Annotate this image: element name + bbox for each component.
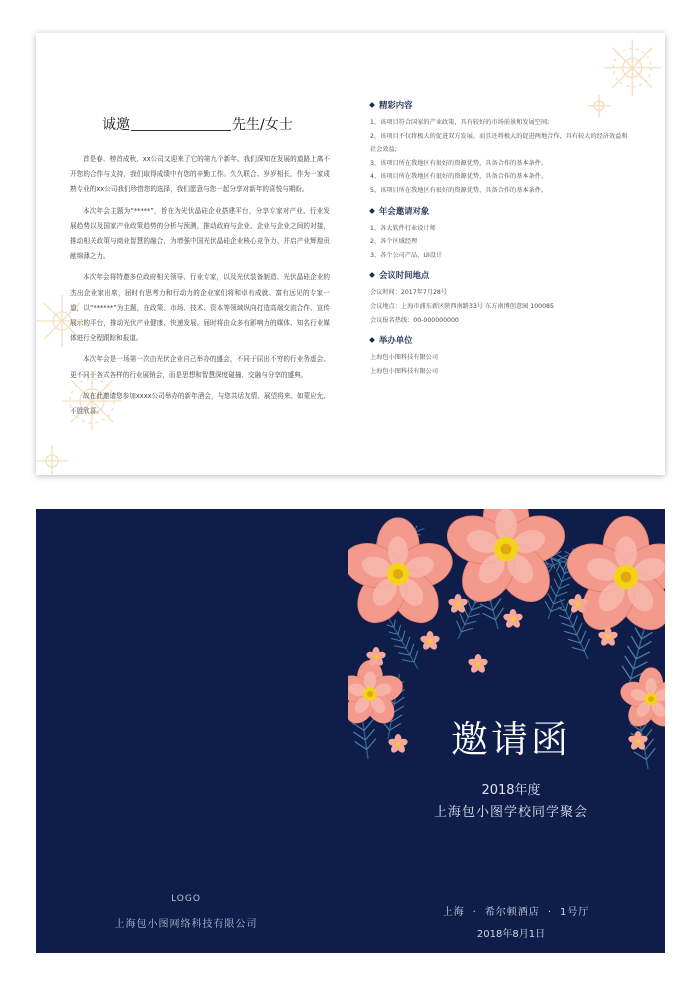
logo-text: LOGO <box>171 894 201 904</box>
section-title: 举办单位 <box>379 335 413 346</box>
cover-title: 邀请函 <box>451 718 571 761</box>
name-blank <box>131 130 231 131</box>
diamond-bullet-icon <box>369 102 375 108</box>
letter-paragraph: 故在此邀请您参加xxxx公司举办的新年酒会，与您共话友情、展望将来。如蒙应允、不胜欣喜。 <box>70 391 330 416</box>
diamond-bullet-icon <box>369 273 375 279</box>
section-item: 上海包小图科技有限公司 <box>370 367 439 375</box>
letter-paragraph: 首是春、榜首成秋，xx公司又迎来了它的第九个新年。我们深知在发展的道路上离不开您的合作与支持，我们取得成绩中有您的辛勤工作。久久联合、岁岁相长，作为一家成熟专业的xx公司我们珍惜您的选择，我们愿意与您一起分享对新年的喜悦与期盼。 <box>70 155 330 194</box>
section-item: 会议地点：上海市浦东新区陕西南路33号 东方南博创意园 100085 <box>370 302 554 310</box>
section-title: 精彩内容 <box>379 100 413 110</box>
section-item: 会议时间：2017年7月28号 <box>370 289 448 297</box>
cover-year: 2018年度 <box>481 783 541 798</box>
section-item: 1、各大软件行业设计师 <box>370 224 436 232</box>
diamond-bullet-icon <box>369 208 375 214</box>
venue-line <box>416 903 616 918</box>
greeting-prefix: 诚邀 <box>102 117 130 133</box>
diamond-bullet-icon <box>369 337 375 343</box>
company-name: 上海包小图网络科技有限公司 <box>114 919 258 930</box>
section-item: 3、各个公司产品、UI设计 <box>370 251 443 259</box>
letter-paragraph: 本次年会是一场第一次由光伏企业自己举办的盛会，不同于屈出不穷的行业务虚会、更不同于各式各样的行业展销会，而是思想和智慧深度碰撞、交融与分享的盛典。 <box>70 355 330 379</box>
greeting-suffix: 先生/女士 <box>232 117 293 133</box>
info-column <box>370 98 632 384</box>
section-title: 会议时间地点 <box>379 270 430 281</box>
venue-hotel: 希尔顿酒店 <box>484 907 540 918</box>
section-item: 会议报名热线：00-000000000 <box>370 316 459 324</box>
letter-paragraph: 本次年会主题为“*****”，旨在为光伏晶硅企业搭建平台，分享专家对产业、行业发展趋势以及国家产业政策趋势的分析与预测，推动政府与企业、企业与企业之间的对接，推动相关政策与商业智慧的融合，为增强中国光伏晶硅企业核心竞争力、并启产业辉煌贡献绵薄之力。 <box>70 206 330 261</box>
section-invitees <box>370 204 632 263</box>
venue-city: 上海 <box>442 907 465 918</box>
section-item: 上海包小图科技有限公司 <box>370 354 439 362</box>
event-date: 2018年8月1日 <box>476 929 546 940</box>
section-organizer <box>370 333 632 378</box>
letter-paragraph: 本次年会将特邀多位政府相关领导、行业专家，以及光伏装备制造、光伏晶硅企业的杰出企业家出席，届时有思考力和行动力的企业家们将和卓有成就、富有远见的专家一道，以“******”为主题，在政策、市场、技术、资本等领域纵向打造高端交流合作、宣传展示的平台，推动光伏产业健康、快速发展。届时将由众多有影响力的媒体、知名行业媒体进行全程跟踪和报道。 <box>70 273 330 343</box>
inner-pages <box>36 33 665 475</box>
section-title: 年会邀请对象 <box>379 205 430 216</box>
section-time-place <box>370 268 632 327</box>
section-item: 4、该项目所在我地区有很好的资源优势，具备合作的基本条件。 <box>370 173 548 181</box>
section-item: 1、该项目符合国家的产业政策，具有较好的市场前景和发展空间; <box>370 119 550 126</box>
section-item: 2、各个区域经理 <box>370 238 418 246</box>
venue-hall: 1号厅 <box>560 907 590 918</box>
section-item: 2、该项目不仅将极大的促进双方发展，而且还将极大的促进两地合作，具有较大的经济效益和社会效益; <box>370 132 628 154</box>
letter-body <box>70 152 330 419</box>
section-item: 3、该项目所在我地区有很好的资源优势，具备合作的基本条件。 <box>370 159 548 167</box>
greeting-line <box>102 112 330 134</box>
cover-subtitle: 上海包小图学校同学聚会 <box>433 805 588 820</box>
section-highlights <box>370 98 632 198</box>
letter-column <box>70 112 330 425</box>
cover-page <box>36 509 665 953</box>
venue-separator: · <box>472 907 477 918</box>
venue-separator: · <box>547 907 552 918</box>
section-item: 5、该项目所在我地区有很好的资源优势，具备合作的基本条件。 <box>370 186 548 194</box>
